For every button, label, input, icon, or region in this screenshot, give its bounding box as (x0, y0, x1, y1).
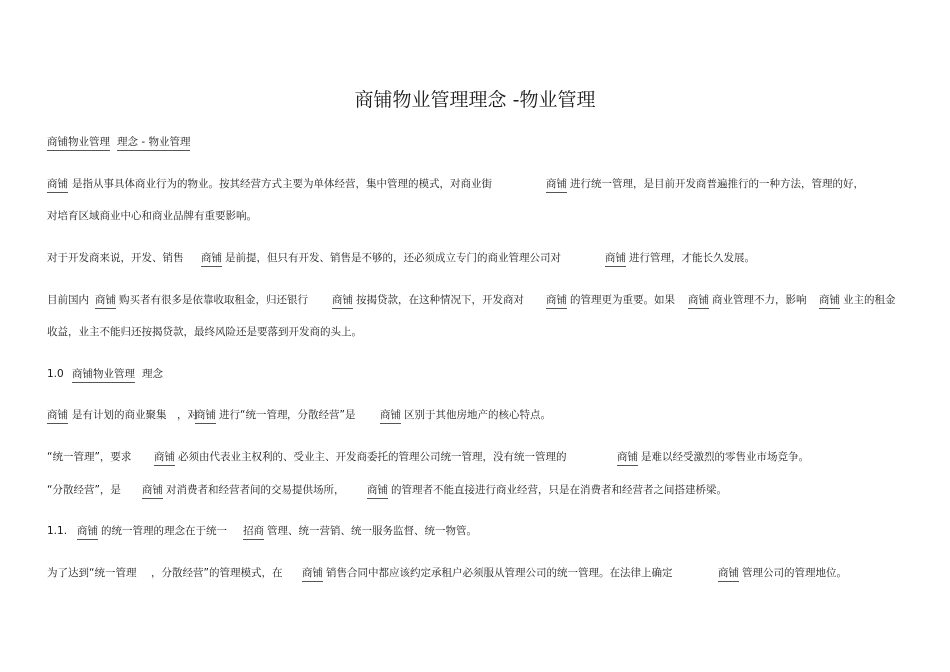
subtitle-text-tail: 理念 - 物业管理 (117, 134, 190, 151)
keyword-shangpu: 商铺 (546, 292, 567, 309)
text-segment: 对于开发商来说，开发、销售 (47, 252, 184, 264)
text-segment: 的管理更为重要。如果 (570, 294, 675, 306)
subtitle-text-underlined: 商铺物业管理 (47, 134, 110, 151)
section-heading-tail: 理念 (142, 368, 163, 380)
text-segment: 管理公司的管理地位。 (742, 567, 847, 579)
text-segment: 的统一管理的理念在于统一 (101, 525, 227, 537)
text-segment: 进行管理，才能长久发展。 (629, 252, 755, 264)
keyword-shangpu: 商铺 (47, 176, 68, 193)
section-heading-underlined: 商铺物业管理 (72, 366, 135, 383)
text-segment: 是难以经受激烈的零售业市场竞争。 (641, 451, 809, 463)
text-segment: 商业管理不力，影响 (712, 294, 807, 306)
keyword-shangpu: 商铺 (605, 250, 626, 267)
section-number: 1.0 (47, 368, 64, 380)
keyword-shangpu: 商铺 (47, 407, 68, 424)
text-segment: 进行统一管理，是目前开发商普遍推行的一种方法，管理的好， (570, 178, 864, 190)
keyword-shangpu: 商铺 (367, 482, 388, 499)
text-segment: “统一管理”，要求 (47, 451, 132, 463)
text-segment: 管理、统一营销、统一服务监督、统一物管。 (267, 525, 477, 537)
keyword-shangpu: 商铺 (201, 250, 222, 267)
text-segment: 是指从事具体商业行为的物业。按其经营方式主要为单体经营，集中管理的模式，对商业街 (72, 178, 492, 190)
text-segment: 购买者有很多是依靠收取租金，归还银行 (119, 294, 308, 306)
keyword-shangpu: 商铺 (332, 292, 353, 309)
keyword-shangpu: 商铺 (546, 176, 567, 193)
keyword-shangpu: 商铺 (95, 292, 116, 309)
keyword-shangpu: 商铺 (718, 565, 739, 582)
keyword-shangpu: 商铺 (819, 292, 840, 309)
text-segment: 销售合同中都应该约定承租户必须服从管理公司的统一管理。在法律上确定 (326, 567, 673, 579)
text-segment: ，分散经营”是 (287, 409, 356, 421)
text-segment: 区别于其他房地产的核心特点。 (404, 409, 551, 421)
keyword-shangpu: 商铺 (154, 449, 175, 466)
text-segment: ，分散经营”的管理模式，在 (151, 567, 283, 579)
document-title: 商铺物业管理理念 -物业管理 (354, 89, 596, 111)
text-segment: ，对 (177, 409, 198, 421)
text-segment: 业主的租金 (843, 294, 896, 306)
text-segment: 的管理者不能直接进行商业经营，只是在消费者和经营者之间搭建桥梁。 (391, 484, 727, 496)
text-segment: 对培育区域商业中心和商业品牌有重要影响。 (47, 210, 257, 222)
keyword-shangpu: 商铺 (688, 292, 709, 309)
text-segment: 进行“统一管理 (219, 409, 288, 421)
text-segment: 是有计划的商业聚集 (72, 409, 167, 421)
keyword-shangpu: 商铺 (302, 565, 323, 582)
text-segment: 必须由代表业主权利的、受业主、开发商委托的管理公司统一管理，没有统一管理的 (178, 451, 567, 463)
keyword-shangpu: 商铺 (380, 407, 401, 424)
text-segment: 对消费者和经营者间的交易提供场所， (166, 484, 345, 496)
keyword-zhaoshang: 招商 (243, 523, 264, 540)
text-segment: “分散经营”，是 (47, 484, 121, 496)
text-segment: 是前提，但只有开发、销售是不够的，还必须成立专门的商业管理公司对 (225, 252, 561, 264)
keyword-shangpu: 商铺 (195, 407, 216, 424)
text-segment: 收益，业主不能归还按揭贷款，最终风险还是要落到开发商的头上。 (47, 326, 362, 338)
keyword-shangpu: 商铺 (142, 482, 163, 499)
text-segment: 目前国内 (47, 294, 89, 306)
keyword-shangpu: 商铺 (77, 523, 98, 540)
text-segment: 按揭贷款，在这种情况下，开发商对 (356, 294, 524, 306)
keyword-shangpu: 商铺 (617, 449, 638, 466)
section-number: 1.1. (47, 525, 68, 537)
text-segment: 为了达到“统一管理 (47, 567, 137, 579)
